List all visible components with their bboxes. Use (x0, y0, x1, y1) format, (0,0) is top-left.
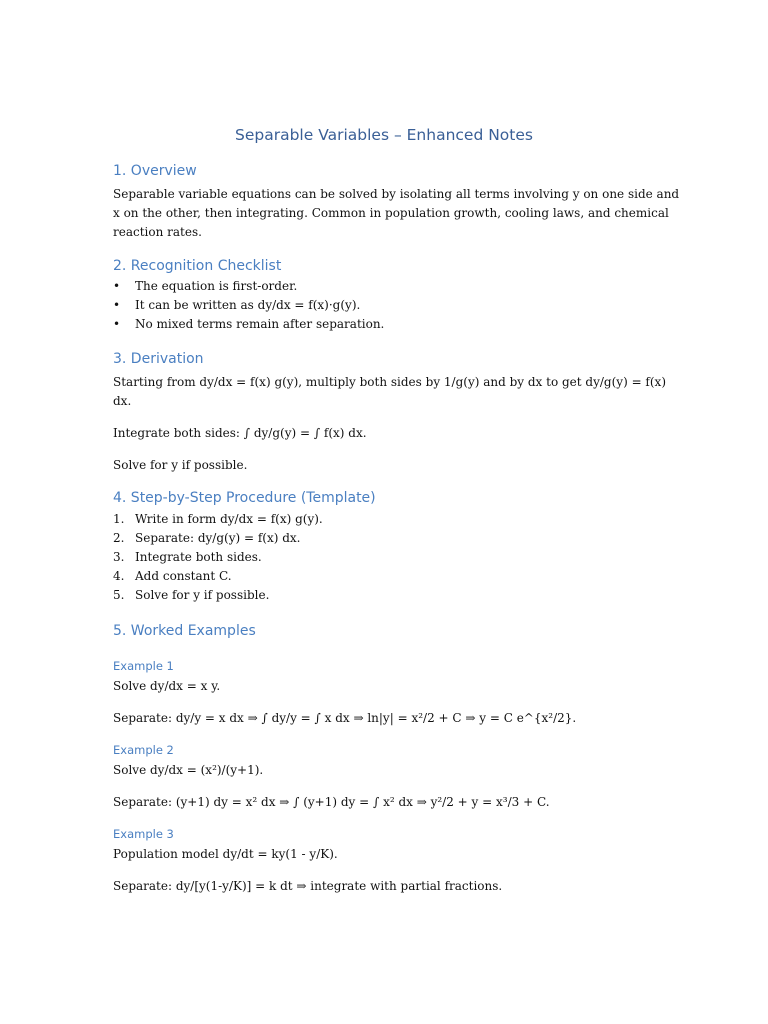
derivation-heading: 3. Derivation (113, 351, 204, 367)
derivation-solve: Solve for y if possible. (113, 458, 248, 472)
example-solution: Separate: dy/[y(1-y/K)] = k dt ⇒ integrate with partial fractions. (113, 879, 503, 893)
bullet-icon: • (113, 279, 121, 293)
step-number: 4. (113, 569, 125, 583)
example-problem: Solve dy/dx = x y. (113, 679, 221, 693)
step-number: 2. (113, 531, 125, 545)
step-text: Integrate both sides. (135, 550, 262, 564)
step-text: Solve for y if possible. (135, 588, 270, 602)
step-text: Add constant C. (135, 569, 232, 583)
example-label: Example 1 (113, 659, 174, 673)
example-label: Example 2 (113, 743, 174, 757)
procedure-heading: 4. Step-by-Step Procedure (Template) (113, 490, 376, 506)
overview-line: x on the other, then integrating. Common in population growth, cooling laws, and chemical (113, 206, 669, 220)
checklist-item: The equation is first-order. (135, 279, 298, 293)
derivation-line: dx. (113, 394, 132, 408)
step-text: Separate: dy/g(y) = f(x) dx. (135, 531, 301, 545)
overview-line: Separable variable equations can be solved by isolating all terms involving y on one side and (113, 187, 680, 201)
example-solution: Separate: (y+1) dy = x² dx ⇒ ∫ (y+1) dy = ∫ x² dx ⇒ y²/2 + y = x³/3 + C. (113, 795, 550, 809)
bullet-icon: • (113, 298, 121, 312)
step-number: 5. (113, 588, 125, 602)
step-number: 1. (113, 512, 125, 526)
example-problem: Population model dy/dt = ky(1 - y/K). (113, 847, 338, 861)
page-title: Separable Variables – Enhanced Notes (235, 126, 533, 144)
checklist-item: It can be written as dy/dx = f(x)·g(y). (135, 298, 361, 312)
step-number: 3. (113, 550, 125, 564)
checklist-item: No mixed terms remain after separation. (135, 317, 385, 331)
overview-line: reaction rates. (113, 225, 202, 239)
example-label: Example 3 (113, 827, 174, 841)
example-solution: Separate: dy/y = x dx ⇒ ∫ dy/y = ∫ x dx ⇒ ln|y| = x²/2 + C ⇒ y = C e^{x²/2}. (113, 711, 577, 725)
derivation-integrate: Integrate both sides: ∫ dy/g(y) = ∫ f(x) dx. (113, 426, 367, 440)
overview-heading: 1. Overview (113, 163, 197, 179)
bullet-icon: • (113, 317, 121, 331)
example-problem: Solve dy/dx = (x²)/(y+1). (113, 763, 264, 777)
derivation-line: Starting from dy/dx = f(x) g(y), multiply both sides by 1/g(y) and by dx to get dy/g(y) = f(x) (113, 375, 667, 389)
step-text: Write in form dy/dx = f(x) g(y). (135, 512, 323, 526)
examples-heading: 5. Worked Examples (113, 623, 256, 639)
checklist-heading: 2. Recognition Checklist (113, 258, 282, 274)
